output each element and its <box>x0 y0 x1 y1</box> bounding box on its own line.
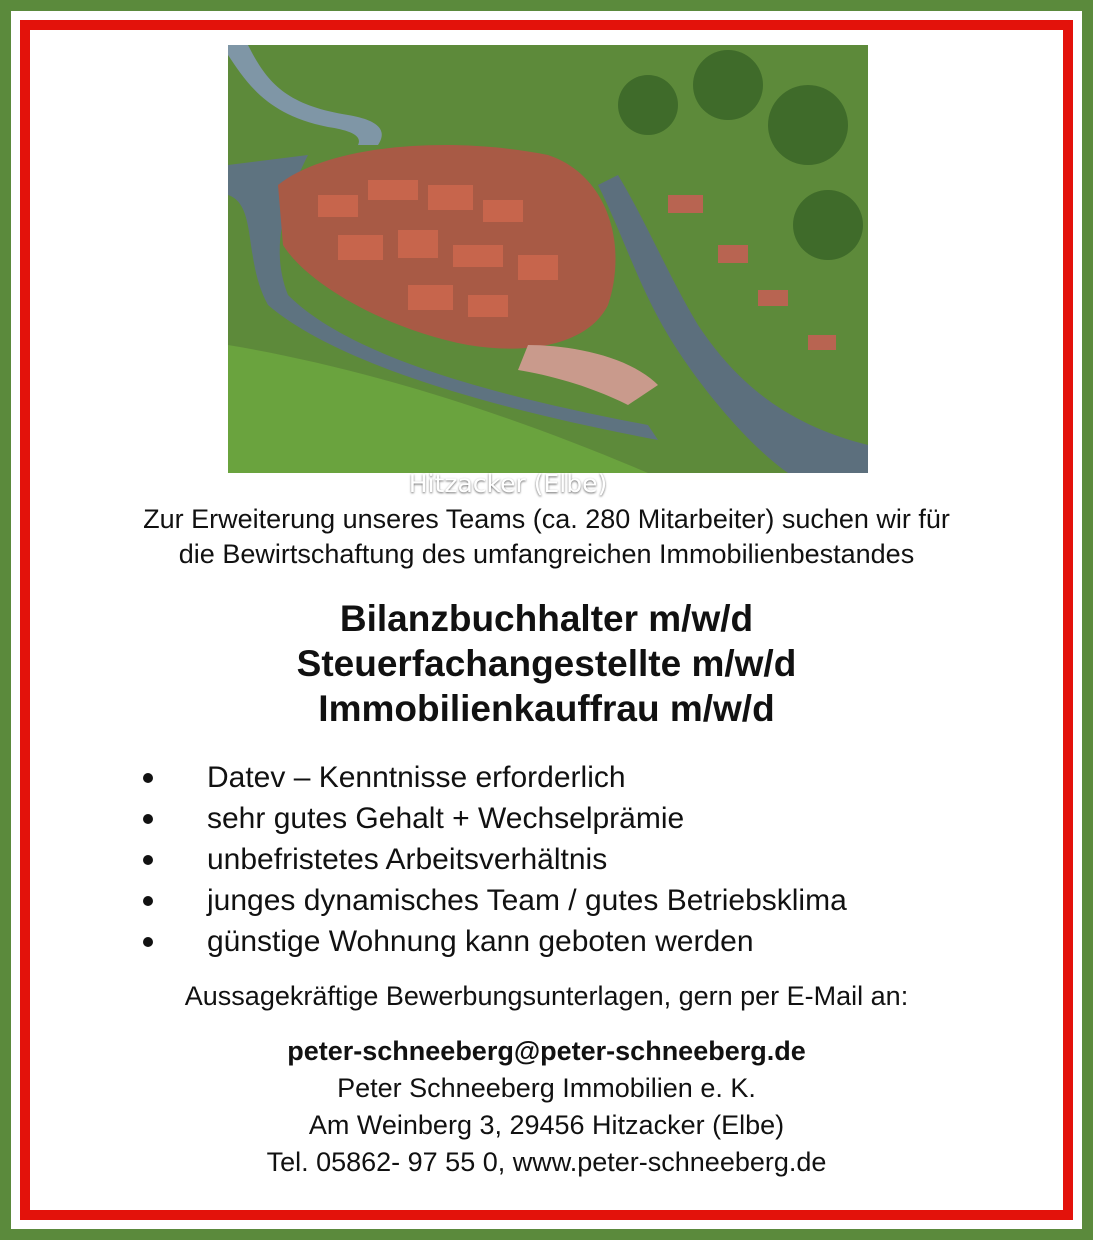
aerial-town-photo <box>228 45 868 498</box>
contact-company: Peter Schneeberg Immobilien e. K. <box>337 1073 756 1103</box>
benefits-list <box>130 757 1010 962</box>
list-item <box>130 880 1010 921</box>
list-item <box>130 921 1010 962</box>
benefit-text: Datev – Kenntnisse erforderlich <box>207 760 626 794</box>
aerial-photo-illustration <box>228 45 868 473</box>
list-item <box>130 839 1010 880</box>
bullet-icon <box>143 896 153 906</box>
contact-email-link[interactable]: peter-schneeberg@peter-schneeberg.de <box>287 1036 806 1066</box>
list-item <box>130 757 1010 798</box>
intro-line-1: Zur Erweiterung unseres Teams (ca. 280 Mitarbeiter) suchen wir für <box>143 504 950 534</box>
bullet-icon <box>143 855 153 865</box>
apply-text: Aussagekräftige Bewerbungsunterlagen, gern per E-Mail an: <box>184 981 909 1011</box>
bullet-icon <box>143 814 153 824</box>
benefit-text: günstige Wohnung kann geboten werden <box>207 924 754 958</box>
intro-line-2: die Bewirtschaftung des umfangreichen Immobilienbestandes <box>178 539 915 569</box>
contact-phone-web[interactable]: Tel. 05862- 97 55 0, www.peter-schneeberg.de <box>266 1147 827 1177</box>
intro-text <box>40 502 1053 572</box>
benefit-text: unbefristetes Arbeitsverhältnis <box>207 842 608 876</box>
job-titles <box>40 596 1053 731</box>
benefit-text: sehr gutes Gehalt + Wechselprämie <box>207 801 685 835</box>
job-title-accountant: Bilanzbuchhalter m/w/d <box>339 598 754 639</box>
photo-caption: Hitzacker (Elbe) <box>408 469 608 498</box>
bullet-icon <box>143 773 153 783</box>
list-item <box>130 798 1010 839</box>
job-title-tax-clerk: Steuerfachangestellte m/w/d <box>296 643 797 684</box>
bullet-icon <box>143 937 153 947</box>
benefit-text: junges dynamisches Team / gutes Betriebsklima <box>207 883 847 917</box>
contact-block <box>40 1033 1053 1181</box>
job-title-real-estate-clerk: Immobilienkauffrau m/w/d <box>318 688 775 729</box>
contact-address: Am Weinberg 3, 29456 Hitzacker (Elbe) <box>308 1110 785 1140</box>
